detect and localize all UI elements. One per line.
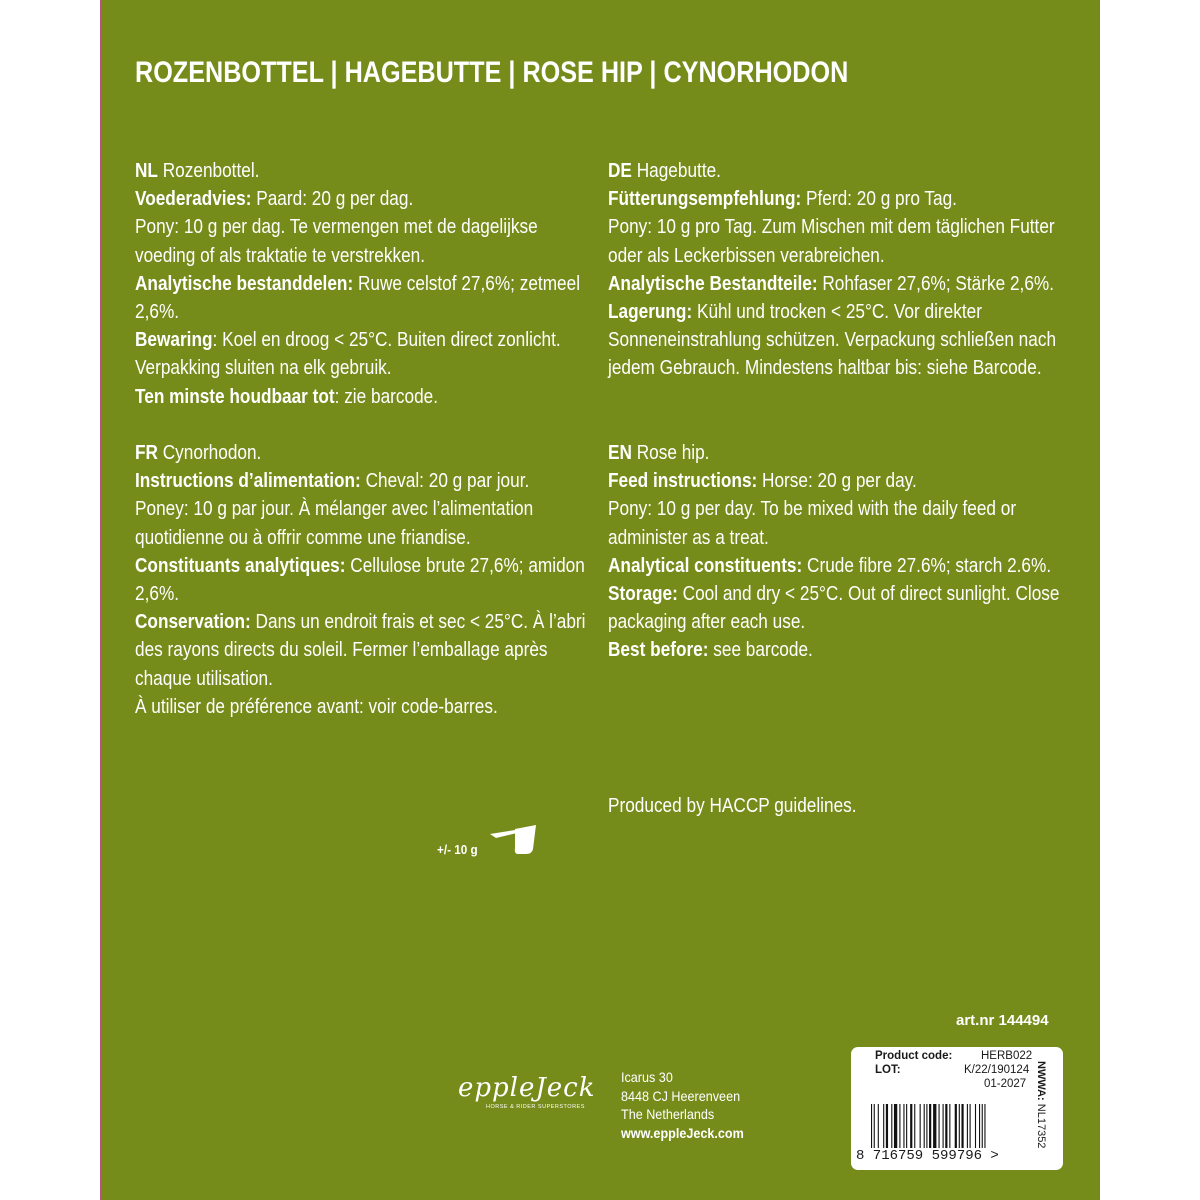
barcode: [869, 1104, 1039, 1148]
feed-label-nl: Voederadvies:: [135, 187, 252, 211]
barcode-bar: [926, 1104, 927, 1148]
section-en: [608, 439, 1062, 665]
analytic-text-de: Rohfaser 27,6%; Stärke 2,6%.: [817, 271, 1055, 295]
storage-label-de: Lagerung:: [608, 300, 693, 324]
product-name-en: Rose hip.: [631, 441, 710, 464]
barcode-bar: [899, 1104, 900, 1148]
barcode-bar: [914, 1104, 915, 1148]
address-line-2: 8448 CJ Heerenveen: [621, 1087, 741, 1104]
feed-label-fr: Instructions d’alimentation:: [135, 469, 361, 493]
storage-label-en: Storage:: [608, 582, 678, 606]
company-address: [621, 1068, 744, 1142]
barcode-bar: [886, 1104, 888, 1148]
feed-label-de: Fütterungsempfehlung:: [608, 187, 802, 211]
barcode-bar: [933, 1104, 936, 1148]
barcode-bar: [955, 1104, 957, 1148]
best-text-en: see barcode.: [708, 638, 813, 662]
barcode-bar: [975, 1104, 976, 1148]
brand-tagline: HORSE & RIDER SUPERSTORES: [486, 1104, 585, 1110]
scoop-icon: [488, 822, 538, 862]
feed-text2-de: Pony: 10 g pro Tag. Zum Mischen mit dem täglichen Futter oder als Leckerbissen verabreichen.: [608, 215, 1055, 267]
storage-text-fr: Dans un endroit frais et sec < 25°C. À l’abri des rayons directs du soleil. Fermer l’emballage après chaque utilisation.: [135, 610, 586, 690]
product-code-value: HERB022: [981, 1050, 1033, 1062]
barcode-bar: [961, 1104, 963, 1148]
feed-text-en: Horse: 20 g per day.: [757, 469, 917, 493]
barcode-bar: [979, 1104, 980, 1148]
storage-text-en: Cool and dry < 25°C. Out of direct sunlight. Close packaging after each use.: [608, 582, 1060, 634]
storage-label-nl: Bewaring: [135, 328, 213, 352]
barcode-bar: [903, 1104, 904, 1148]
lang-code-nl: NL: [135, 159, 158, 182]
analytic-text-fr: Cellulose brute 27,6%; amidon 2,6%.: [135, 553, 585, 606]
barcode-digits: 8 716759 599796 >: [856, 1148, 999, 1164]
feed-text2-fr: Poney: 10 g par jour. À mélanger avec l’alimentation quotidienne ou à offrir comme une friandise.: [135, 497, 534, 549]
lot-value: K/22/190124: [964, 1064, 1030, 1076]
section-nl: [135, 157, 589, 411]
address-line-3: The Netherlands: [621, 1106, 715, 1122]
product-code-key: Product code:: [875, 1050, 953, 1062]
barcode-bar: [924, 1104, 925, 1148]
barcode-bar: [891, 1104, 892, 1148]
barcode-bar: [959, 1104, 960, 1148]
section-fr: [135, 439, 589, 721]
expiry-date: 01-2027: [984, 1078, 1027, 1090]
article-number: art.nr 144494: [956, 1012, 1049, 1029]
feed-text2-en: Pony: 10 g per day. To be mixed with the daily feed or administer as a treat.: [608, 497, 1017, 549]
product-code-label: [851, 1047, 1063, 1170]
barcode-bar: [929, 1104, 931, 1148]
feed-text-nl: Paard: 20 g per dag.: [251, 187, 414, 211]
analytic-text-en: Crude fibre 27.6%; starch 2.6%.: [802, 553, 1052, 577]
barcode-bar: [967, 1104, 968, 1148]
analytic-label-nl: Analytische bestanddelen:: [135, 271, 354, 295]
feed-text-de: Pferd: 20 g pro Tag.: [801, 187, 957, 211]
feed-text-fr: Cheval: 20 g par jour.: [360, 469, 530, 493]
haccp-note: Produced by HACCP guidelines.: [608, 794, 857, 817]
barcode-bar: [970, 1104, 971, 1148]
analytic-label-en: Analytical constituents:: [608, 553, 803, 577]
barcode-bar: [920, 1104, 921, 1148]
page-title: ROZENBOTTEL | HAGEBUTTE | ROSE HIP | CYNORHODON: [135, 56, 849, 89]
barcode-bar: [883, 1104, 884, 1148]
best-label-en: Best before:: [608, 638, 709, 662]
best-text-fr: À utiliser de préférence avant: voir code-barres.: [135, 694, 498, 718]
website-link[interactable]: www.eppleJeck.com: [621, 1124, 744, 1141]
best-label-nl: Ten minste houdbaar tot: [135, 384, 335, 408]
lot-key: LOT:: [875, 1064, 901, 1076]
barcode-bar: [906, 1104, 907, 1148]
barcode-bar: [874, 1104, 875, 1148]
barcode-bar: [871, 1104, 872, 1148]
barcode-bar: [984, 1104, 985, 1148]
barcode-bar: [878, 1104, 879, 1148]
storage-label-fr: Conservation:: [135, 610, 251, 634]
best-text-nl: : zie barcode.: [334, 384, 439, 408]
lang-code-de: DE: [608, 159, 632, 182]
barcode-bar: [943, 1104, 944, 1148]
eppleJeck-logo-icon: [456, 1072, 616, 1112]
storage-text-nl: : Koel en droog < 25°C. Buiten direct zonlicht. Verpakking sluiten na elk gebruik.: [135, 328, 561, 380]
lang-code-fr: FR: [135, 441, 158, 464]
scoop-indicator: [437, 822, 538, 862]
scoop-label: +/- 10 g: [437, 841, 478, 857]
analytic-text-nl: Ruwe celstof 27,6%; zetmeel 2,6%.: [135, 271, 581, 324]
brand-name: eppleJeck: [458, 1073, 596, 1103]
nwwa-key: NWWA:: [1035, 1061, 1047, 1101]
barcode-bar: [910, 1104, 912, 1148]
product-name-nl: Rozenbottel.: [157, 159, 260, 182]
barcode-bar: [894, 1104, 897, 1148]
barcode-bar: [939, 1104, 940, 1148]
product-label-panel: [100, 0, 1100, 1200]
barcode-bar: [945, 1104, 947, 1148]
lang-code-en: EN: [608, 441, 632, 464]
product-name-de: Hagebutte.: [631, 159, 721, 182]
section-de: [608, 157, 1062, 383]
barcode-bar: [982, 1104, 983, 1148]
feed-text2-nl: Pony: 10 g per dag. Te vermengen met de dagelijkse voeding of als traktatie te verstrekken.: [135, 215, 538, 267]
brand-logo: [456, 1072, 616, 1117]
feed-label-en: Feed instructions:: [608, 469, 758, 493]
product-name-fr: Cynorhodon.: [157, 441, 262, 464]
analytic-label-de: Analytische Bestandteile:: [608, 271, 818, 295]
address-line-1: Icarus 30: [621, 1069, 673, 1085]
barcode-bar: [949, 1104, 950, 1148]
nwwa-value: NL17352: [1035, 1100, 1047, 1149]
analytic-label-fr: Constituants analytiques:: [135, 553, 346, 577]
storage-text-de: Kühl und trocken < 25°C. Vor direkter Sonneneinstrahlung schützen. Verpackung schließen nach jedem Gebrauch. Mindestens haltbar bis: siehe Barcode.: [608, 300, 1057, 380]
